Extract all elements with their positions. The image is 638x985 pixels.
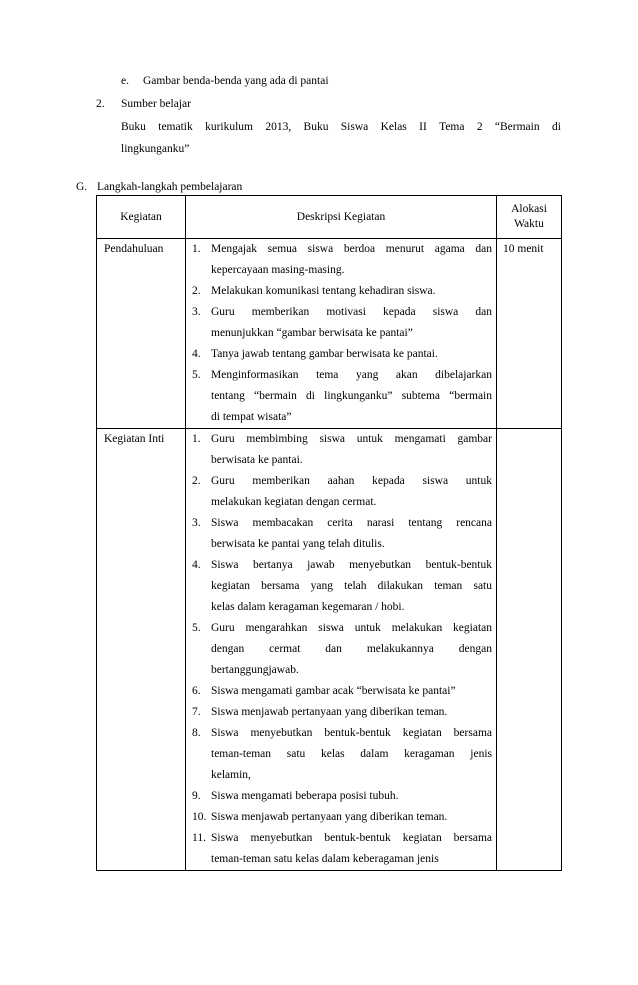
step-number: 3. (192, 517, 201, 529)
step-text-line: Menginformasikan tema yang akan dibelajarkan (211, 369, 492, 381)
header-description: Deskripsi Kegiatan (186, 196, 497, 239)
step-text-line: teman-teman satu kelas dalam keberagaman jenis (211, 853, 439, 865)
step-text-line: Siswa bertanya jawab menyebutkan bentuk-bentuk (211, 559, 492, 571)
step-text (211, 681, 492, 702)
source-word: 2013, (265, 121, 292, 133)
list-item (192, 365, 492, 428)
source-title: Sumber belajar (121, 98, 191, 110)
step-number: 2. (192, 285, 201, 297)
step-list (186, 429, 496, 870)
step-text (211, 723, 492, 786)
step-text-line: menunjukkan “gambar berwisata ke pantai” (211, 327, 413, 339)
step-number: 2. (192, 475, 201, 487)
step-text-line: di tempat wisata” (211, 411, 292, 423)
source-word: 2 (476, 121, 483, 133)
source-number: 2. (96, 98, 105, 110)
step-list (186, 239, 496, 428)
header-time (497, 196, 562, 239)
table-row (97, 429, 562, 871)
step-number: 9. (192, 790, 201, 802)
source-word: Buku (303, 121, 329, 133)
step-number: 1. (192, 433, 201, 445)
step-text (211, 513, 492, 555)
header-activity: Kegiatan (97, 196, 186, 239)
step-number: 3. (192, 306, 201, 318)
step-text-line: kegiatan bersama yang telah dilakukan teman satu (211, 580, 492, 592)
step-text-line: Siswa mengamati beberapa posisi tubuh. (211, 790, 399, 802)
step-number: 5. (192, 622, 201, 634)
list-item (192, 828, 492, 870)
activity-cell: Pendahuluan (97, 239, 186, 429)
step-text-line: bertanggungjawab. (211, 664, 299, 676)
step-text (211, 555, 492, 618)
step-text-line: Tanya jawab tentang gambar berwisata ke pantai. (211, 348, 438, 360)
description-cell (186, 239, 497, 429)
source-word: Siswa (340, 121, 369, 133)
list-item (192, 239, 492, 281)
list-item (192, 702, 492, 723)
step-text-line: Guru memberikan motivasi kepada siswa dan (211, 306, 492, 318)
step-number: 10. (192, 811, 207, 823)
list-item (192, 681, 492, 702)
list-item (192, 618, 492, 681)
list-item (192, 807, 492, 828)
step-text-line: Melakukan komunikasi tentang kehadiran siswa. (211, 285, 436, 297)
step-text (211, 786, 492, 807)
source-word: Tema (439, 121, 465, 133)
step-text-line: Siswa mengamati gambar acak “berwisata ke pantai” (211, 685, 456, 697)
step-number: 4. (192, 559, 201, 571)
list-item (192, 786, 492, 807)
step-number: 6. (192, 685, 201, 697)
step-number: 5. (192, 369, 201, 381)
header-time-line: Alokasi (511, 203, 547, 215)
learning-steps-table (96, 195, 562, 871)
step-number: 8. (192, 727, 201, 739)
step-text (211, 281, 492, 302)
section-marker: G. (76, 181, 88, 193)
list-item (192, 344, 492, 365)
source-word: kurikulum (205, 121, 253, 133)
step-number: 7. (192, 706, 201, 718)
table-row (97, 239, 562, 429)
list-item (192, 429, 492, 471)
step-text-line: kepercayaan masing-masing. (211, 264, 345, 276)
step-text-line: berwisata ke pantai yang telah ditulis. (211, 538, 385, 550)
source-text-line (121, 121, 561, 133)
step-text (211, 828, 492, 870)
step-text (211, 471, 492, 513)
activity-cell: Kegiatan Inti (97, 429, 186, 871)
step-text-line: Guru membimbing siswa untuk mengamati gambar (211, 433, 492, 445)
source-word: Buku (121, 121, 146, 133)
header-time-line: Waktu (514, 218, 544, 230)
step-text (211, 302, 492, 344)
step-text (211, 807, 492, 828)
list-item (192, 302, 492, 344)
step-text (211, 702, 492, 723)
step-text (211, 239, 492, 281)
source-word: II (419, 121, 427, 133)
material-item-marker: e. (121, 75, 129, 87)
step-text-line: Siswa menjawab pertanyaan yang diberikan teman. (211, 811, 448, 823)
step-text (211, 429, 492, 471)
step-text-line: Guru memberikan aahan kepada siswa untuk (211, 475, 492, 487)
step-text-line: Siswa menjawab pertanyaan yang diberikan teman. (211, 706, 448, 718)
step-number: 1. (192, 243, 201, 255)
step-text (211, 365, 492, 428)
step-text-line: Mengajak semua siswa berdoa menurut agama dan (211, 243, 492, 255)
source-text-line-end: lingkunganku” (121, 143, 190, 155)
step-text-line: berwisata ke pantai. (211, 454, 303, 466)
step-text-line: Siswa menyebutkan bentuk-bentuk kegiatan bersama (211, 727, 492, 739)
step-text-line: Siswa menyebutkan bentuk-bentuk kegiatan bersama (211, 832, 492, 844)
material-item-text: Gambar benda-benda yang ada di pantai (143, 75, 329, 87)
step-text-line: Siswa membacakan cerita narasi tentang rencana (211, 517, 492, 529)
step-text (211, 344, 492, 365)
step-number: 4. (192, 348, 201, 360)
step-text-line: melakukan kegiatan dengan cermat. (211, 496, 377, 508)
step-text-line: tentang “bermain di lingkunganku” subtema “bermain (211, 390, 492, 402)
step-text-line: kelas dalam keragaman kegemaran / hobi. (211, 601, 405, 613)
step-text-line: teman-teman satu kelas dalam keragaman jenis (211, 748, 492, 760)
list-item (192, 281, 492, 302)
step-text-line: kelamin, (211, 769, 251, 781)
source-word: tematik (158, 121, 193, 133)
list-item (192, 513, 492, 555)
list-item (192, 471, 492, 513)
time-cell: 10 menit (497, 239, 562, 429)
time-cell (497, 429, 562, 871)
source-word: “Bermain (494, 121, 540, 133)
description-cell (186, 429, 497, 871)
table-header-row (97, 196, 562, 239)
step-text-line: dengan cermat dan melakukannya dengan (211, 643, 492, 655)
step-number: 11. (192, 832, 206, 844)
list-item (192, 555, 492, 618)
step-text-line: Guru mengarahkan siswa untuk melakukan kegiatan (211, 622, 492, 634)
step-text (211, 618, 492, 681)
source-word: di (551, 121, 561, 133)
source-word: Kelas (380, 121, 407, 133)
list-item (192, 723, 492, 786)
section-title: Langkah-langkah pembelajaran (97, 181, 243, 193)
